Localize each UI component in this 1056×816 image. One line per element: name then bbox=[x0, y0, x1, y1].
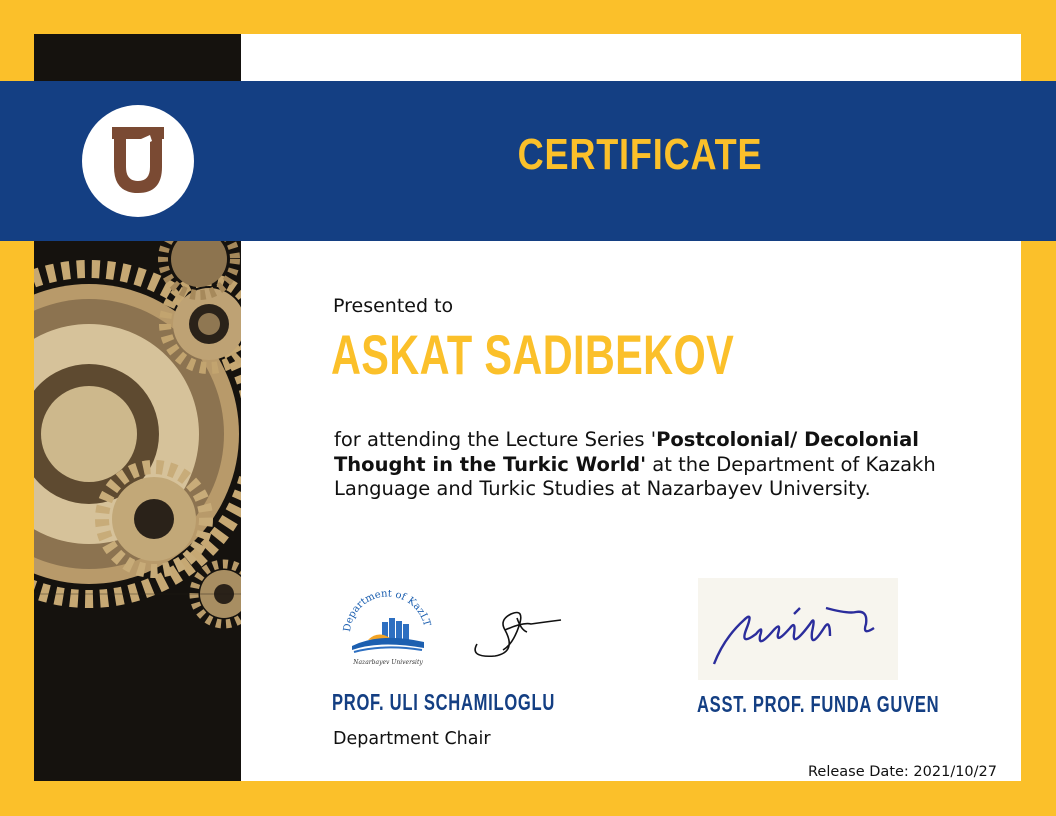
signatory-role-1: Department Chair bbox=[333, 729, 491, 749]
department-logo-text: Department of KazLT bbox=[341, 590, 433, 633]
certificate-body bbox=[334, 428, 1009, 502]
body-suffix: at the Department of Kazakh Language and Turkic Studies at Nazarbayev University. bbox=[334, 452, 936, 500]
nu-logo-icon bbox=[82, 105, 194, 217]
lecture-series-title: Postcolonial/ Decolonial Thought in the Turkic World' bbox=[334, 428, 919, 476]
department-logo bbox=[340, 590, 435, 668]
department-logo-subtext: Nazarbayev University bbox=[353, 659, 423, 666]
release-date: Release Date: 2021/10/27 bbox=[808, 764, 997, 780]
presented-to-label: Presented to bbox=[333, 295, 454, 317]
university-logo bbox=[82, 105, 194, 217]
body-prefix: for attending the Lecture Series ' bbox=[334, 428, 657, 451]
signature-schamiloglu bbox=[465, 600, 565, 662]
signature-guven bbox=[698, 578, 898, 680]
signatory-name-2: ASST. PROF. FUNDA GUVEN bbox=[697, 691, 940, 717]
signatory-name-1: PROF. ULI SCHAMILOGLU bbox=[332, 689, 556, 715]
recipient-name: ASKAT SADIBEKOV bbox=[331, 323, 735, 386]
certificate-title: CERTIFICATE bbox=[517, 130, 763, 179]
